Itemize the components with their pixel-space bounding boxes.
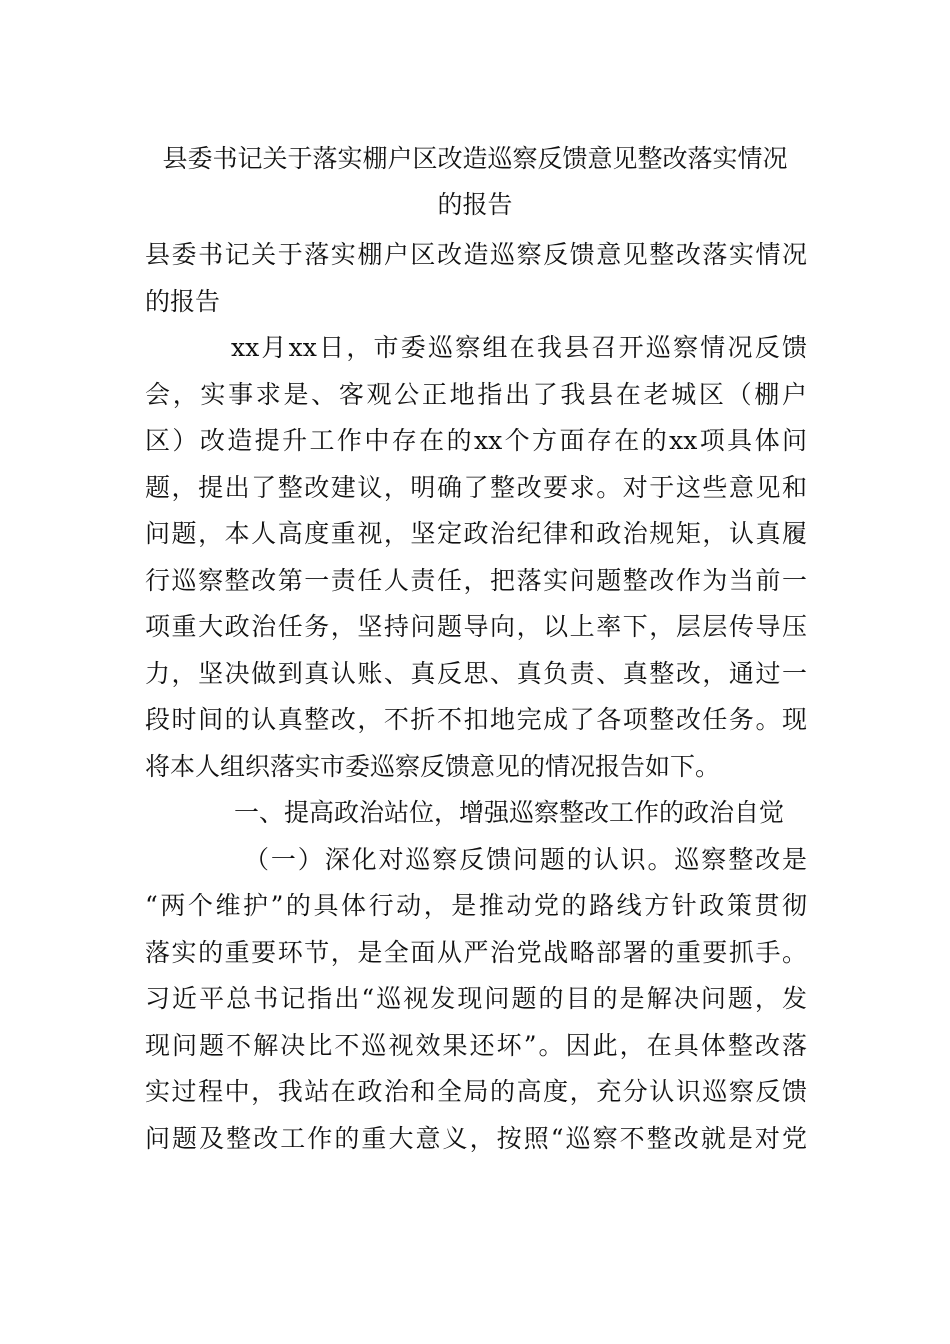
paragraph-2-line: 现问题不解决比不巡视效果还坏”。因此，在具体整改落 xyxy=(145,1030,807,1060)
paragraph-1-line: 问题，本人高度重视，坚定政治纪律和政治规矩，认真履 xyxy=(145,519,807,548)
paragraph-2-line: “两个维护”的具体行动，是推动党的路线方针政策贯彻 xyxy=(145,891,807,920)
paragraph-1-line: 会，实事求是、客观公正地指出了我县在老城区（棚户 xyxy=(145,379,807,409)
paragraph-2-line: （一）深化对巡察反馈问题的认识。巡察整改是 xyxy=(244,844,807,874)
paragraph-1-line: 力，坚决做到真认账、真反思、真负责、真整改，通过一 xyxy=(145,658,807,688)
repeated-title-line-2: 的报告 xyxy=(145,286,221,316)
section-heading-1: 一、提高政治站位，增强巡察整改工作的政治自觉 xyxy=(234,798,785,827)
paragraph-2-line: 实过程中，我站在政治和全局的高度，充分认识巡察反馈 xyxy=(145,1077,807,1106)
title-line-2: 的报告 xyxy=(437,190,513,219)
paragraph-1-line: xx月xx日，市委巡察组在我县召开巡察情况反馈 xyxy=(231,333,807,362)
paragraph-1-line: 题，提出了整改建议，明确了整改要求。对于这些意见和 xyxy=(145,472,807,502)
repeated-title-line-1: 县委书记关于落实棚户区改造巡察反馈意见整改落实情况 xyxy=(145,240,807,269)
document-title xyxy=(145,136,805,228)
paragraph-2-line: 问题及整改工作的重大意义，按照“巡察不整改就是对党 xyxy=(145,1123,807,1153)
paragraph-1-line: 区）改造提升工作中存在的xx个方面存在的xx项具体问 xyxy=(145,426,807,455)
title-line-1: 县委书记关于落实棚户区改造巡察反馈意见整改落实情况 xyxy=(162,144,788,173)
paragraph-1-line: 段时间的认真整改，不折不扣地完成了各项整改任务。现 xyxy=(145,705,807,734)
paragraph-1-line: 行巡察整改第一责任人责任，把落实问题整改作为当前一 xyxy=(145,565,807,595)
paragraph-1-line: 项重大政治任务，坚持问题导向，以上率下，层层传导压 xyxy=(145,612,807,641)
document-body xyxy=(145,232,807,1162)
paragraph-2-line: 落实的重要环节，是全面从严治党战略部署的重要抓手。 xyxy=(145,937,807,967)
paragraph-1-line: 将本人组织落实市委巡察反馈意见的情况报告如下。 xyxy=(145,751,721,781)
paragraph-2-line: 习近平总书记指出“巡视发现问题的目的是解决问题，发 xyxy=(145,984,807,1013)
